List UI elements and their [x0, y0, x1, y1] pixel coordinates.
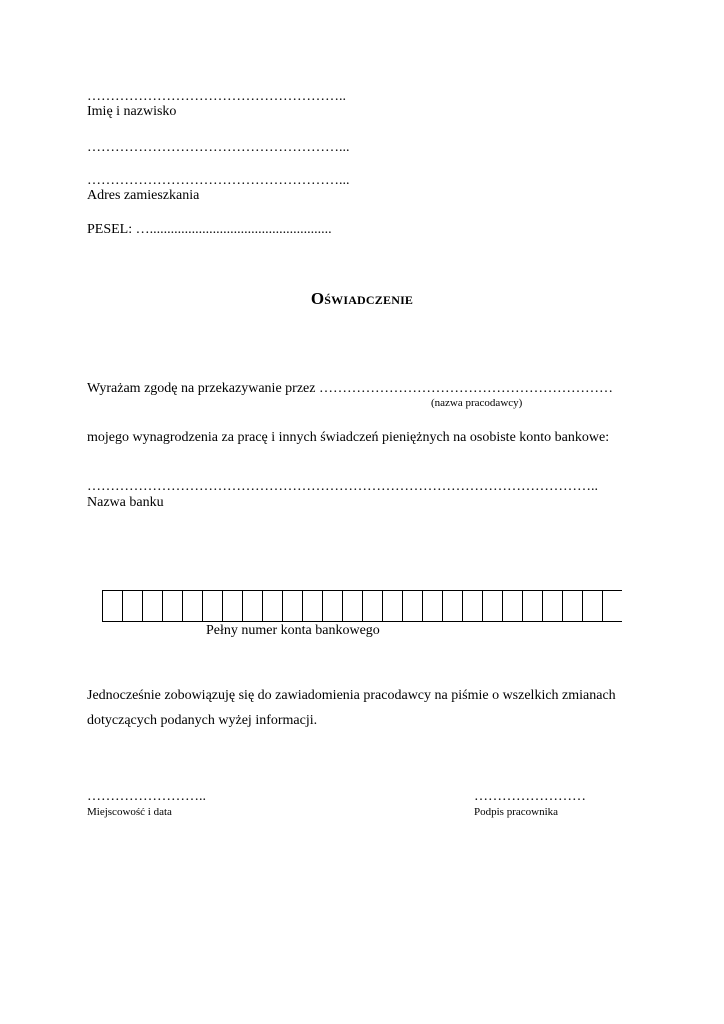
account-digit-cell[interactable]	[522, 591, 542, 621]
account-digit-cell[interactable]	[462, 591, 482, 621]
place-date-dots[interactable]: ……………………..	[87, 789, 206, 804]
account-digit-cell[interactable]	[102, 591, 122, 621]
signature-dots[interactable]: ……………………	[474, 789, 586, 804]
address-dots-1[interactable]: ………………………………………………...	[87, 140, 350, 155]
account-digit-cell[interactable]	[482, 591, 502, 621]
account-digit-cell[interactable]	[142, 591, 162, 621]
account-number-grid[interactable]	[102, 590, 622, 622]
account-digit-cell[interactable]	[162, 591, 182, 621]
consent-line[interactable]: Wyrażam zgodę na przekazywanie przez ………………………………………………………	[87, 381, 613, 396]
obligation-line-1: Jednocześnie zobowiązuję się do zawiadomienia pracodawcy na piśmie o wszelkich zmianach	[87, 688, 616, 703]
bank-label: Nazwa banku	[87, 495, 164, 510]
signature-label: Podpis pracownika	[474, 806, 559, 818]
address-dots-2[interactable]: ………………………………………………...	[87, 173, 350, 188]
account-digit-cell[interactable]	[442, 591, 462, 621]
employer-hint: (nazwa pracodawcy)	[431, 397, 523, 409]
address-label: Adres zamieszkania	[87, 188, 200, 203]
account-digit-cell[interactable]	[262, 591, 282, 621]
salary-line: mojego wynagrodzenia za pracę i innych świadczeń pieniężnych na osobiste konto bankowe:	[87, 430, 610, 445]
account-digit-cell[interactable]	[302, 591, 322, 621]
account-digit-cell[interactable]	[562, 591, 582, 621]
account-digit-cell[interactable]	[602, 591, 622, 621]
account-digit-cell[interactable]	[382, 591, 402, 621]
account-label: Pełny numer konta bankowego	[206, 623, 380, 638]
account-digit-cell[interactable]	[282, 591, 302, 621]
account-digit-cell[interactable]	[222, 591, 242, 621]
name-label: Imię i nazwisko	[87, 104, 177, 119]
account-digit-cell[interactable]	[182, 591, 202, 621]
account-digit-cell[interactable]	[202, 591, 222, 621]
name-dots[interactable]: ………………………………………………..	[87, 89, 346, 104]
pesel-field[interactable]: PESEL: …....................................................	[87, 222, 332, 237]
bank-dots[interactable]: ………………………………………………………………………………………………..	[87, 479, 598, 494]
account-digit-cell[interactable]	[322, 591, 342, 621]
account-digit-cell[interactable]	[362, 591, 382, 621]
account-digit-cell[interactable]	[402, 591, 422, 621]
account-digit-cell[interactable]	[542, 591, 562, 621]
page-title: Oświadczenie	[310, 289, 414, 308]
account-digit-cell[interactable]	[122, 591, 142, 621]
account-digit-cell[interactable]	[242, 591, 262, 621]
account-digit-cell[interactable]	[502, 591, 522, 621]
place-date-label: Miejscowość i data	[87, 806, 172, 818]
account-digit-cell[interactable]	[582, 591, 602, 621]
account-digit-cell[interactable]	[422, 591, 442, 621]
account-digit-cell[interactable]	[342, 591, 362, 621]
obligation-line-2: dotyczących podanych wyżej informacji.	[87, 713, 318, 728]
